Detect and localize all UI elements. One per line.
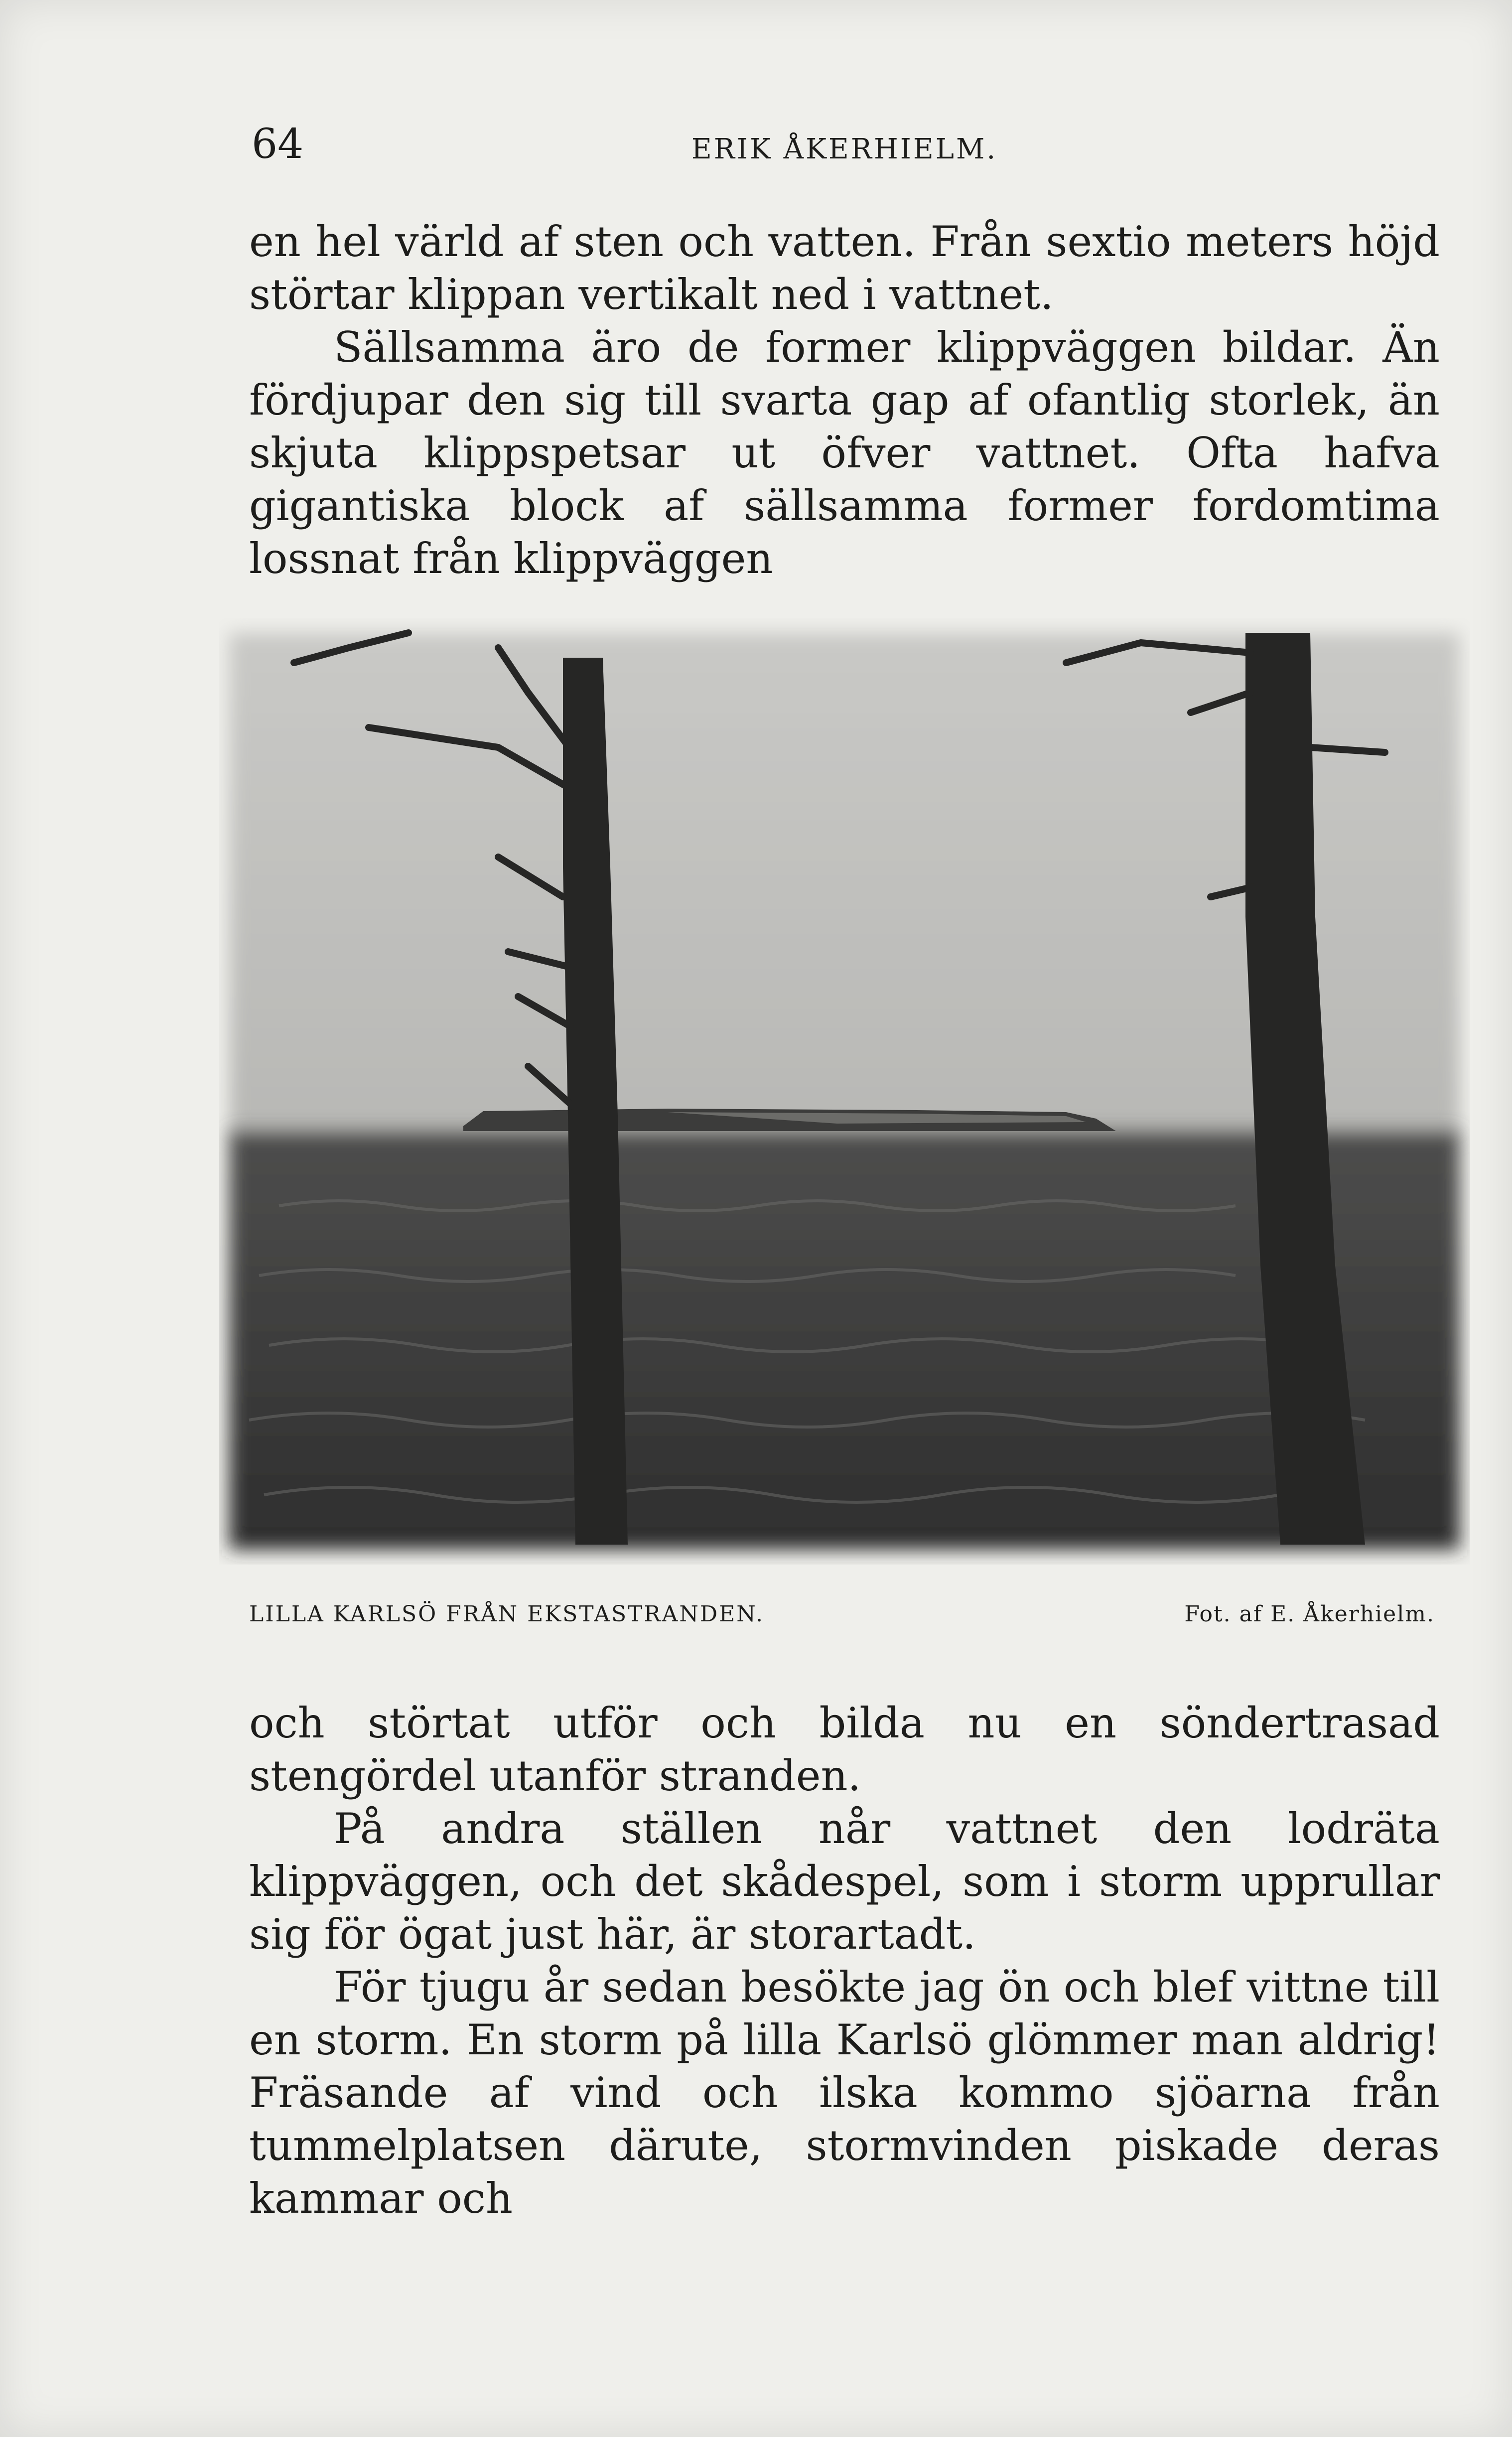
- photograph-icon: [219, 618, 1470, 1565]
- caption-title: LILLA KARLSÖ FRÅN EKSTASTRANDEN.: [249, 1601, 764, 1627]
- paragraph: På andra ställen når vattnet den lodräta klippväggen, och det skådespel, som i storm upprullar sig för ögat just här, är storartadt.: [249, 1804, 1440, 1959]
- paragraph: Sällsamma äro de former klippväggen bildar. Än fördjupar den sig till svarta gap af ofantlig storlek, än skjuta klippspetsar ut öfver vattnet. Ofta hafva gigantiska block af sällsamma former fordomtima lossnat från klippväggen: [249, 323, 1440, 583]
- paragraph-continued: och störtat utför och bilda nu en söndertrasad stengördel utanför stranden.: [249, 1699, 1440, 1800]
- paragraph: För tjugu år sedan besökte jag ön och blef vittne till en storm. En storm på lilla Karlsö glömmer man aldrig! Fräsande af vind och ilska kommo sjöarna från tummelplatsen därute, stormvinden piskade deras kammar och: [249, 1963, 1440, 2223]
- page-header: [252, 117, 1437, 172]
- running-title: ERIK ÅKERHIELM.: [691, 133, 998, 165]
- page-number: 64: [252, 121, 304, 168]
- text-block-top: [249, 215, 1440, 585]
- caption-credit: Fot. af E. Åkerhielm.: [1184, 1601, 1435, 1627]
- photograph: [219, 618, 1470, 1565]
- paragraph-continued: en hel värld af sten och vatten. Från sextio meters höjd störtar klippan vertikalt ned i vattnet.: [249, 217, 1440, 319]
- text-block-bottom: [249, 1697, 1440, 2225]
- photo-caption: [249, 1597, 1435, 1632]
